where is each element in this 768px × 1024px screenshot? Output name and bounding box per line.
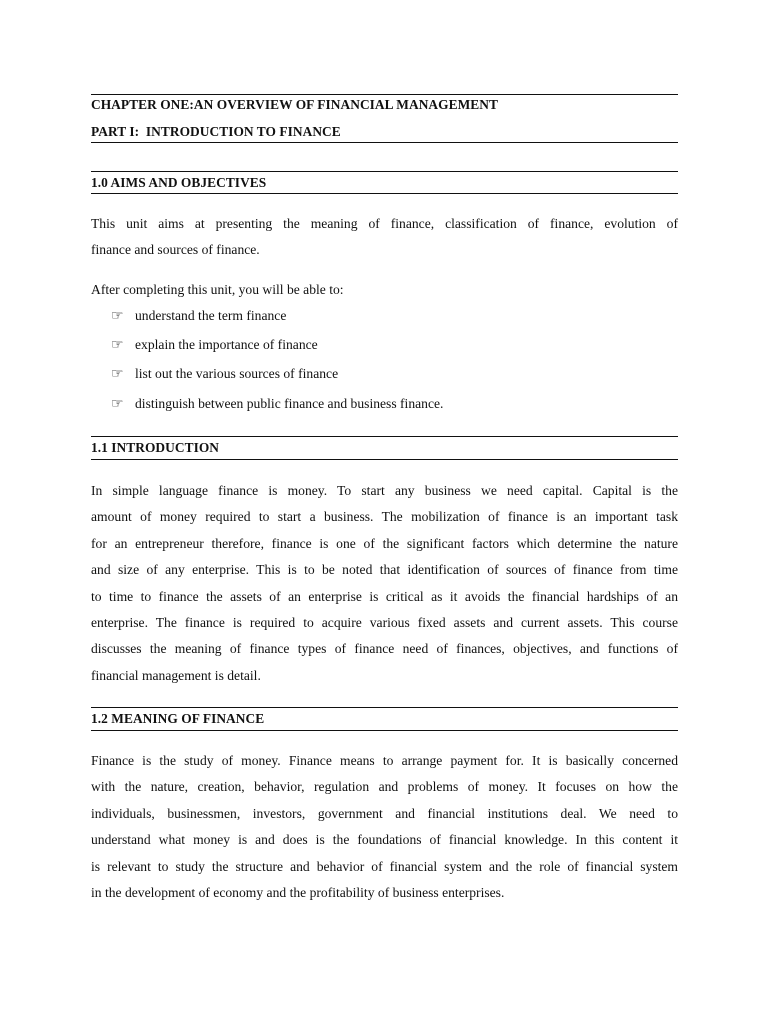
paragraph-line: In simple language finance is money. To start any business we need capital. Capital is the <box>91 483 678 498</box>
paragraph-line: understand what money is and does is the foundations of financial knowledge. In this content it <box>91 832 678 848</box>
list-item-text: explain the importance of finance <box>135 337 318 353</box>
list-item <box>111 307 443 336</box>
list-item-text: list out the various sources of finance <box>135 366 339 382</box>
part-title: PART I: INTRODUCTION TO FINANCE <box>91 124 341 139</box>
paragraph-line: individuals, businessmen, investors, government and financial institutions deal. We need to <box>91 805 678 821</box>
aims-heading: 1.0 AIMS AND OBJECTIVES <box>91 175 267 190</box>
introduction-top-rule <box>91 436 678 437</box>
paragraph-line: finance and sources of finance. <box>91 242 260 258</box>
paragraph-line: with the nature, creation, behavior, regulation and problems of money. It focuses on how the <box>91 779 678 795</box>
introduction-bottom-rule <box>91 459 678 460</box>
introduction-heading: 1.1 INTRODUCTION <box>91 440 220 455</box>
paragraph-line: Finance is the study of money. Finance means to arrange payment for. It is basically concerned <box>91 753 678 768</box>
paragraph-line: discusses the meaning of finance types of finance need of finances, objectives, and functions of <box>91 641 678 657</box>
meaning-bottom-rule <box>91 730 678 731</box>
meaning-top-rule <box>91 707 678 708</box>
paragraph-line: and size of any enterprise. This is to be noted that identification of sources of finance from time <box>91 562 678 578</box>
aims-bottom-rule <box>91 193 678 194</box>
chapter-title: CHAPTER ONE:AN OVERVIEW OF FINANCIAL MANAGEMENT <box>91 97 498 112</box>
list-item-text: distinguish between public finance and business finance. <box>135 395 444 411</box>
paragraph-line: financial management is detail. <box>91 667 261 683</box>
meaning-paragraph <box>91 748 678 906</box>
top-rule <box>91 94 678 95</box>
objectives-list <box>111 307 443 424</box>
paragraph-line: to time to finance the assets of an enterprise is critical as it avoids the financial hardships of an <box>91 588 678 604</box>
aims-top-rule <box>91 171 678 172</box>
paragraph-line: in the development of economy and the profitability of business enterprises. <box>91 884 505 900</box>
hand-pointing-right-icon: ☞ <box>111 395 124 412</box>
hand-pointing-right-icon: ☞ <box>111 308 124 324</box>
paragraph-line: This unit aims at presenting the meaning of finance, classification of finance, evolution of <box>91 216 678 231</box>
meaning-heading: 1.2 MEANING OF FINANCE <box>91 711 265 726</box>
list-item <box>111 336 443 365</box>
paragraph-line: for an entrepreneur therefore, finance is one of the significant factors which determine the nature <box>91 535 678 551</box>
part-bottom-rule <box>91 142 678 143</box>
hand-pointing-right-icon: ☞ <box>111 337 124 354</box>
paragraph-line: is relevant to study the structure and behavior of financial system and the role of financial system <box>91 858 678 874</box>
list-item <box>111 395 443 424</box>
paragraph-line: amount of money required to start a business. The mobilization of finance is an important task <box>91 509 678 525</box>
aims-intro-paragraph <box>91 211 678 264</box>
list-item <box>111 365 443 394</box>
introduction-paragraph <box>91 478 678 689</box>
hand-pointing-right-icon: ☞ <box>111 366 124 383</box>
aims-lead-in: After completing this unit, you will be able to: <box>91 282 344 297</box>
list-item-text: understand the term finance <box>135 308 287 323</box>
paragraph-line: enterprise. The finance is required to acquire various fixed assets and current assets. This course <box>91 614 678 630</box>
